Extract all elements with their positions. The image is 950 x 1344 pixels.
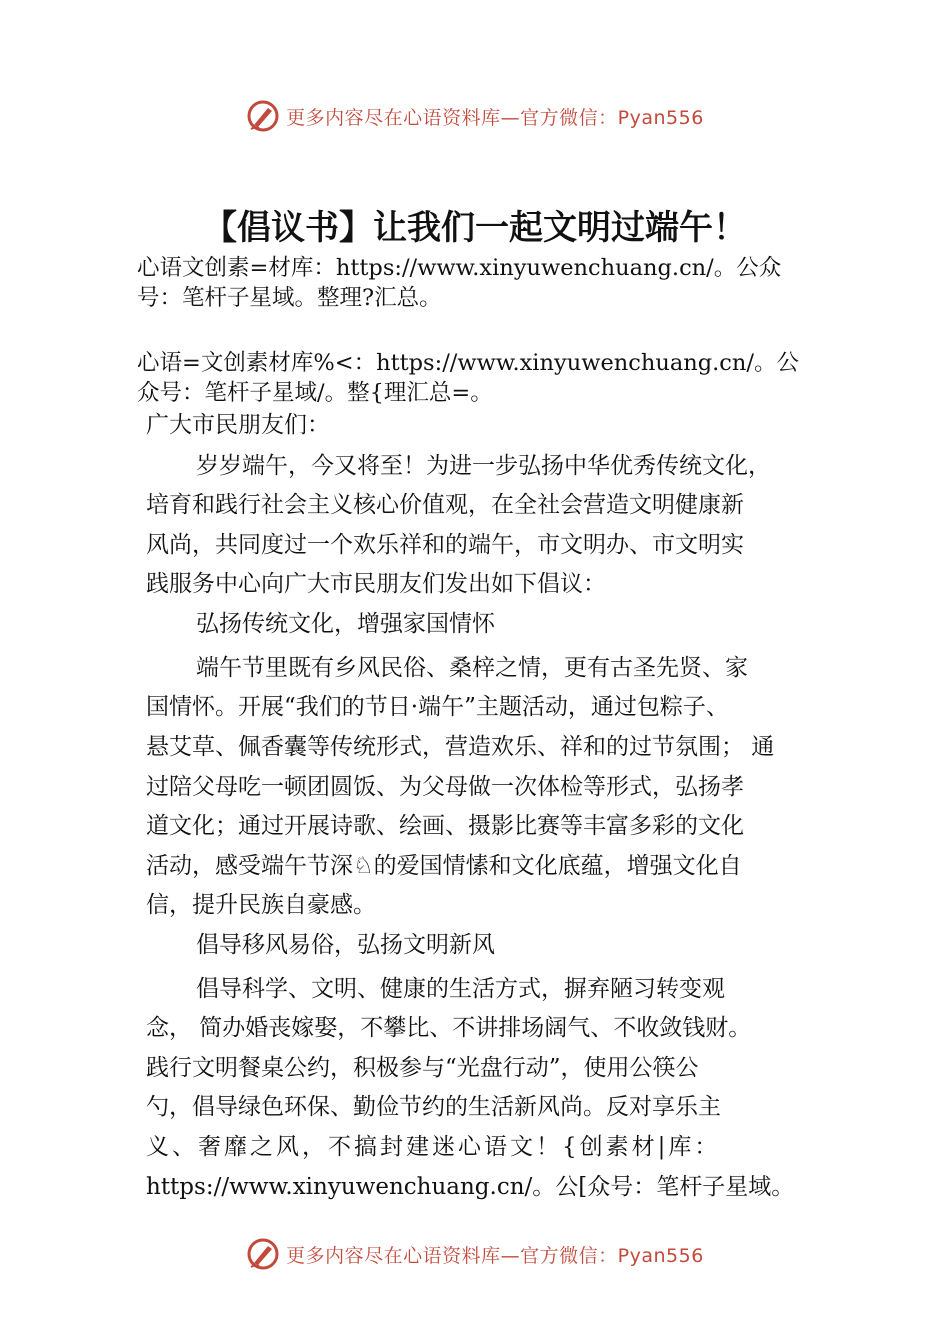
document-title: 【倡议书】让我们一起文明过端午！ (203, 208, 747, 248)
paragraph-line: 悬艾草、佩香囊等传统形式，营造欢乐、祥和的过节氛围； 通 (146, 734, 775, 760)
paragraph-line: 风尚，共同度过一个欢乐祥和的端午，市文明办、市文明实 (146, 532, 744, 558)
paragraph-line: 端午节里既有乡风民俗、桑梓之情，更有古圣先贤、家 (196, 655, 748, 681)
watermark-line: 心语=文创素材库%<：https://www.xinyuwenchuang.cn/。公 (137, 350, 799, 376)
paragraph-line: 国情怀。开展“我们的节日·端午”主题活动，通过包粽子、 (146, 694, 729, 720)
paragraph-line: 道文化；通过开展诗歌、绘画、摄影比赛等丰富多彩的文化 (146, 813, 744, 839)
pen-logo-icon (246, 99, 280, 133)
section-heading: 弘扬传统文化，增强家国情怀 (196, 611, 495, 637)
paragraph-line: 信，提升民族自豪感。 (146, 892, 376, 918)
banner-text: 更多内容尽在心语资料库—官方微信：Pyan556 (286, 1244, 704, 1267)
paragraph-line: https://www.xinyuwenchuang.cn/。公[众号：笔杆子星域。 (146, 1174, 795, 1200)
watermark-line: 众号：笔杆子星域/。整{理汇总=。 (137, 380, 493, 406)
paragraph-line: 义、奢靡之风，不搞封建迷心语文！{创素材|库： (146, 1134, 721, 1160)
watermark-line: 心语文创素=材库：https://www.xinyuwenchuang.cn/。公众 (137, 255, 782, 281)
paragraph-line: 过陪父母吃一顿团圆饭、为父母做一次体检等形式，弘扬孝 (146, 774, 744, 800)
paragraph-line: 培育和践行社会主义核心价值观，在全社会营造文明健康新 (146, 492, 744, 518)
paragraph-line: 活动，感受端午节深♘的爱国情愫和文化底蕴，增强文化自 (146, 853, 742, 879)
footer-banner (0, 1234, 950, 1274)
header-banner (0, 96, 950, 136)
paragraph-line: 勺，倡导绿色环保、勤俭节约的生活新风尚。反对享乐主 (146, 1094, 721, 1120)
paragraph-line: 岁岁端午，今又将至！为进一步弘扬中华优秀传统文化， (196, 453, 771, 479)
paragraph-line: 念， 简办婚丧嫁娶，不攀比、不讲排场阔气、不收敛钱财。 (146, 1015, 752, 1041)
watermark-line: 号：笔杆子星域。整理?汇总。 (137, 285, 442, 311)
paragraph-line: 践行文明餐桌公约，积极参与“光盘行动”，使用公筷公 (146, 1055, 699, 1081)
salutation: 广大市民朋友们： (146, 412, 330, 438)
paragraph-line: 倡导科学、文明、健康的生活方式，摒弃陋习转变观 (196, 976, 725, 1002)
pen-logo-icon (246, 1237, 280, 1271)
banner-text: 更多内容尽在心语资料库—官方微信：Pyan556 (286, 106, 704, 129)
paragraph-line: 践服务中心向广大市民朋友们发出如下倡议： (146, 571, 606, 597)
section-heading: 倡导移风易俗，弘扬文明新风 (196, 932, 495, 958)
